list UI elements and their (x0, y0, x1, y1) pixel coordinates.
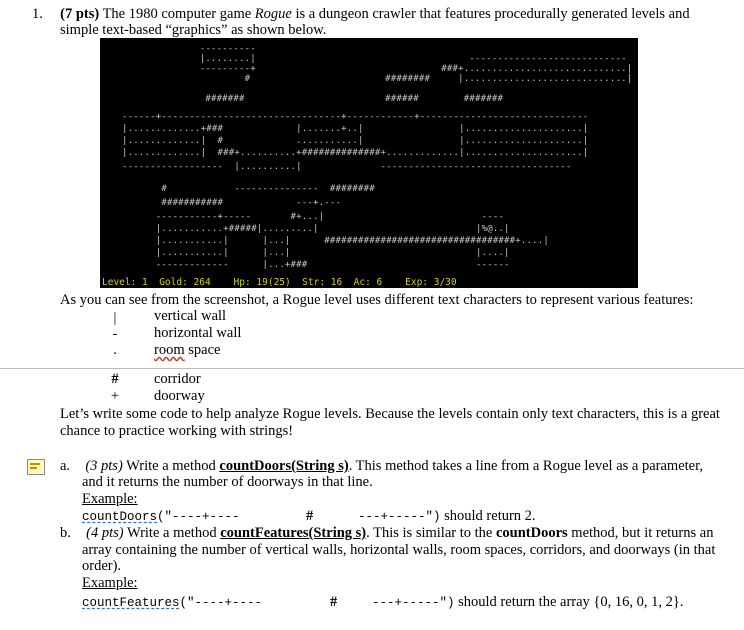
map-row: |...........+#####|.........| |%@..| (122, 224, 510, 234)
legend-label: horizontal wall (154, 325, 242, 341)
part-b-desc-method: countDoors (495, 525, 568, 541)
part-b-line-1 (60, 525, 713, 542)
part-a-example-tail (358, 508, 536, 526)
legend-label: doorway (154, 388, 205, 404)
part-a-code-arg1: ("----+---- (157, 510, 240, 524)
part-b-example-label: Example: (82, 575, 138, 591)
intro-text-2: is a dungeon crawler that features procedurally generated levels and (295, 6, 690, 22)
closing-line-2: chance to practice working with strings! (60, 423, 294, 439)
intro-line-2: simple text-based “graphics” as shown below. (60, 22, 327, 38)
part-a-method: countDoors(String s) (219, 458, 349, 474)
part-a-code-fn: countDoors (82, 510, 158, 524)
status-bar: Level: 1 Gold: 264 Hp: 19(25) Str: 16 Ac: 6 Exp: 3/30 (102, 277, 457, 288)
map-row: ---------+ ###+.............................| (166, 64, 633, 74)
legend-symbol: + (110, 388, 120, 404)
map-row: # ######## |.............................| (166, 74, 633, 84)
legend-symbol: - (112, 326, 118, 342)
part-b-desc-1a: . This is similar to the (366, 525, 493, 541)
closing-line-1: Let’s write some code to help analyze Rogue levels. Because the levels contain only text characters, this is a great (60, 406, 720, 422)
legend-label-room: room (154, 342, 185, 358)
part-a-line-1 (60, 458, 703, 475)
part-b-code-arg2: # (330, 594, 338, 610)
map-row: -----------+----- #+...| ---- (122, 212, 505, 222)
legend-symbol: . (113, 342, 117, 358)
map-row: ---------- (166, 44, 256, 54)
part-b-result: should return the array {0, 16, 0, 1, 2}. (458, 594, 684, 610)
part-b-desc-1b: method, but it returns an (571, 525, 714, 541)
part-b-line-3: order). (82, 558, 122, 574)
part-b-points: (4 pts) (86, 525, 124, 541)
part-a-marker: a. (60, 458, 71, 474)
rogue-screenshot (100, 38, 638, 288)
legend-label (154, 342, 220, 359)
legend-symbol: # (111, 371, 119, 387)
map-row: |.............+### |.......+..| |.....................| (122, 124, 589, 134)
map-row: ####### ###### ####### (166, 94, 504, 104)
map-row: |...........| |...| |....| (122, 248, 510, 258)
part-b-code-fn: countFeatures (82, 596, 180, 610)
part-b-write: Write a method (126, 525, 217, 541)
question-points: (7 pts) (60, 6, 100, 22)
map-row: ------------------ |..........| ---------------------------------- (122, 162, 572, 172)
comment-icon[interactable] (27, 459, 45, 475)
part-a-points: (3 pts) (85, 458, 123, 474)
part-b-method: countFeatures(String s) (220, 525, 367, 541)
part-b-example (82, 594, 262, 612)
part-a-desc-1: . This method takes a line from a Rogue level as a parameter, (348, 458, 703, 474)
part-a-example-label: Example: (82, 491, 138, 507)
part-a-example (82, 508, 240, 526)
part-a-code-arg2: # (306, 508, 314, 524)
map-row: |.............| # ...........| |.....................| (122, 136, 589, 146)
map-row: ########### ---+.--- (122, 198, 342, 208)
map-row: |.............| ###+..........+##############+.............|.....................| (122, 148, 589, 158)
question-number: 1. (32, 6, 43, 22)
part-a-result: should return 2. (444, 508, 536, 524)
map-row: |........| ---------------------------- (166, 54, 627, 64)
map-row: # --------------- ######## (122, 184, 375, 194)
map-row: |...........| |...| ##################################+....| (122, 236, 550, 246)
legend-symbol: | (113, 310, 117, 326)
part-b-code-arg3: ---+-----") (372, 596, 455, 610)
part-b-example-tail (372, 594, 683, 612)
part-b-line-2: array containing the number of vertical walls, horizontal walls, room spaces, corridors, and doorways (in that (82, 542, 716, 558)
part-b-code-arg1: ("----+---- (179, 596, 263, 610)
legend-label: corridor (154, 371, 201, 387)
legend-intro: As you can see from the screenshot, a Rogue level uses different text characters to represent various features: (60, 292, 694, 308)
question-heading (32, 6, 690, 23)
intro-text-1: The 1980 computer game (102, 6, 252, 22)
legend-label: vertical wall (154, 308, 227, 324)
map-row: ------------- |...+### ------ (122, 260, 510, 270)
part-a-write: Write a method (126, 458, 216, 474)
part-a-line-2: and it returns the number of doorways in that line. (82, 474, 373, 490)
page-separator (0, 368, 744, 369)
game-title: Rogue (254, 6, 292, 22)
part-b-marker: b. (60, 525, 71, 541)
map-row: ------+--------------------------------+------------+------------------------------ (122, 112, 589, 122)
legend-label-space: space (188, 342, 221, 358)
part-a-code-arg3: ---+-----") (358, 510, 441, 524)
